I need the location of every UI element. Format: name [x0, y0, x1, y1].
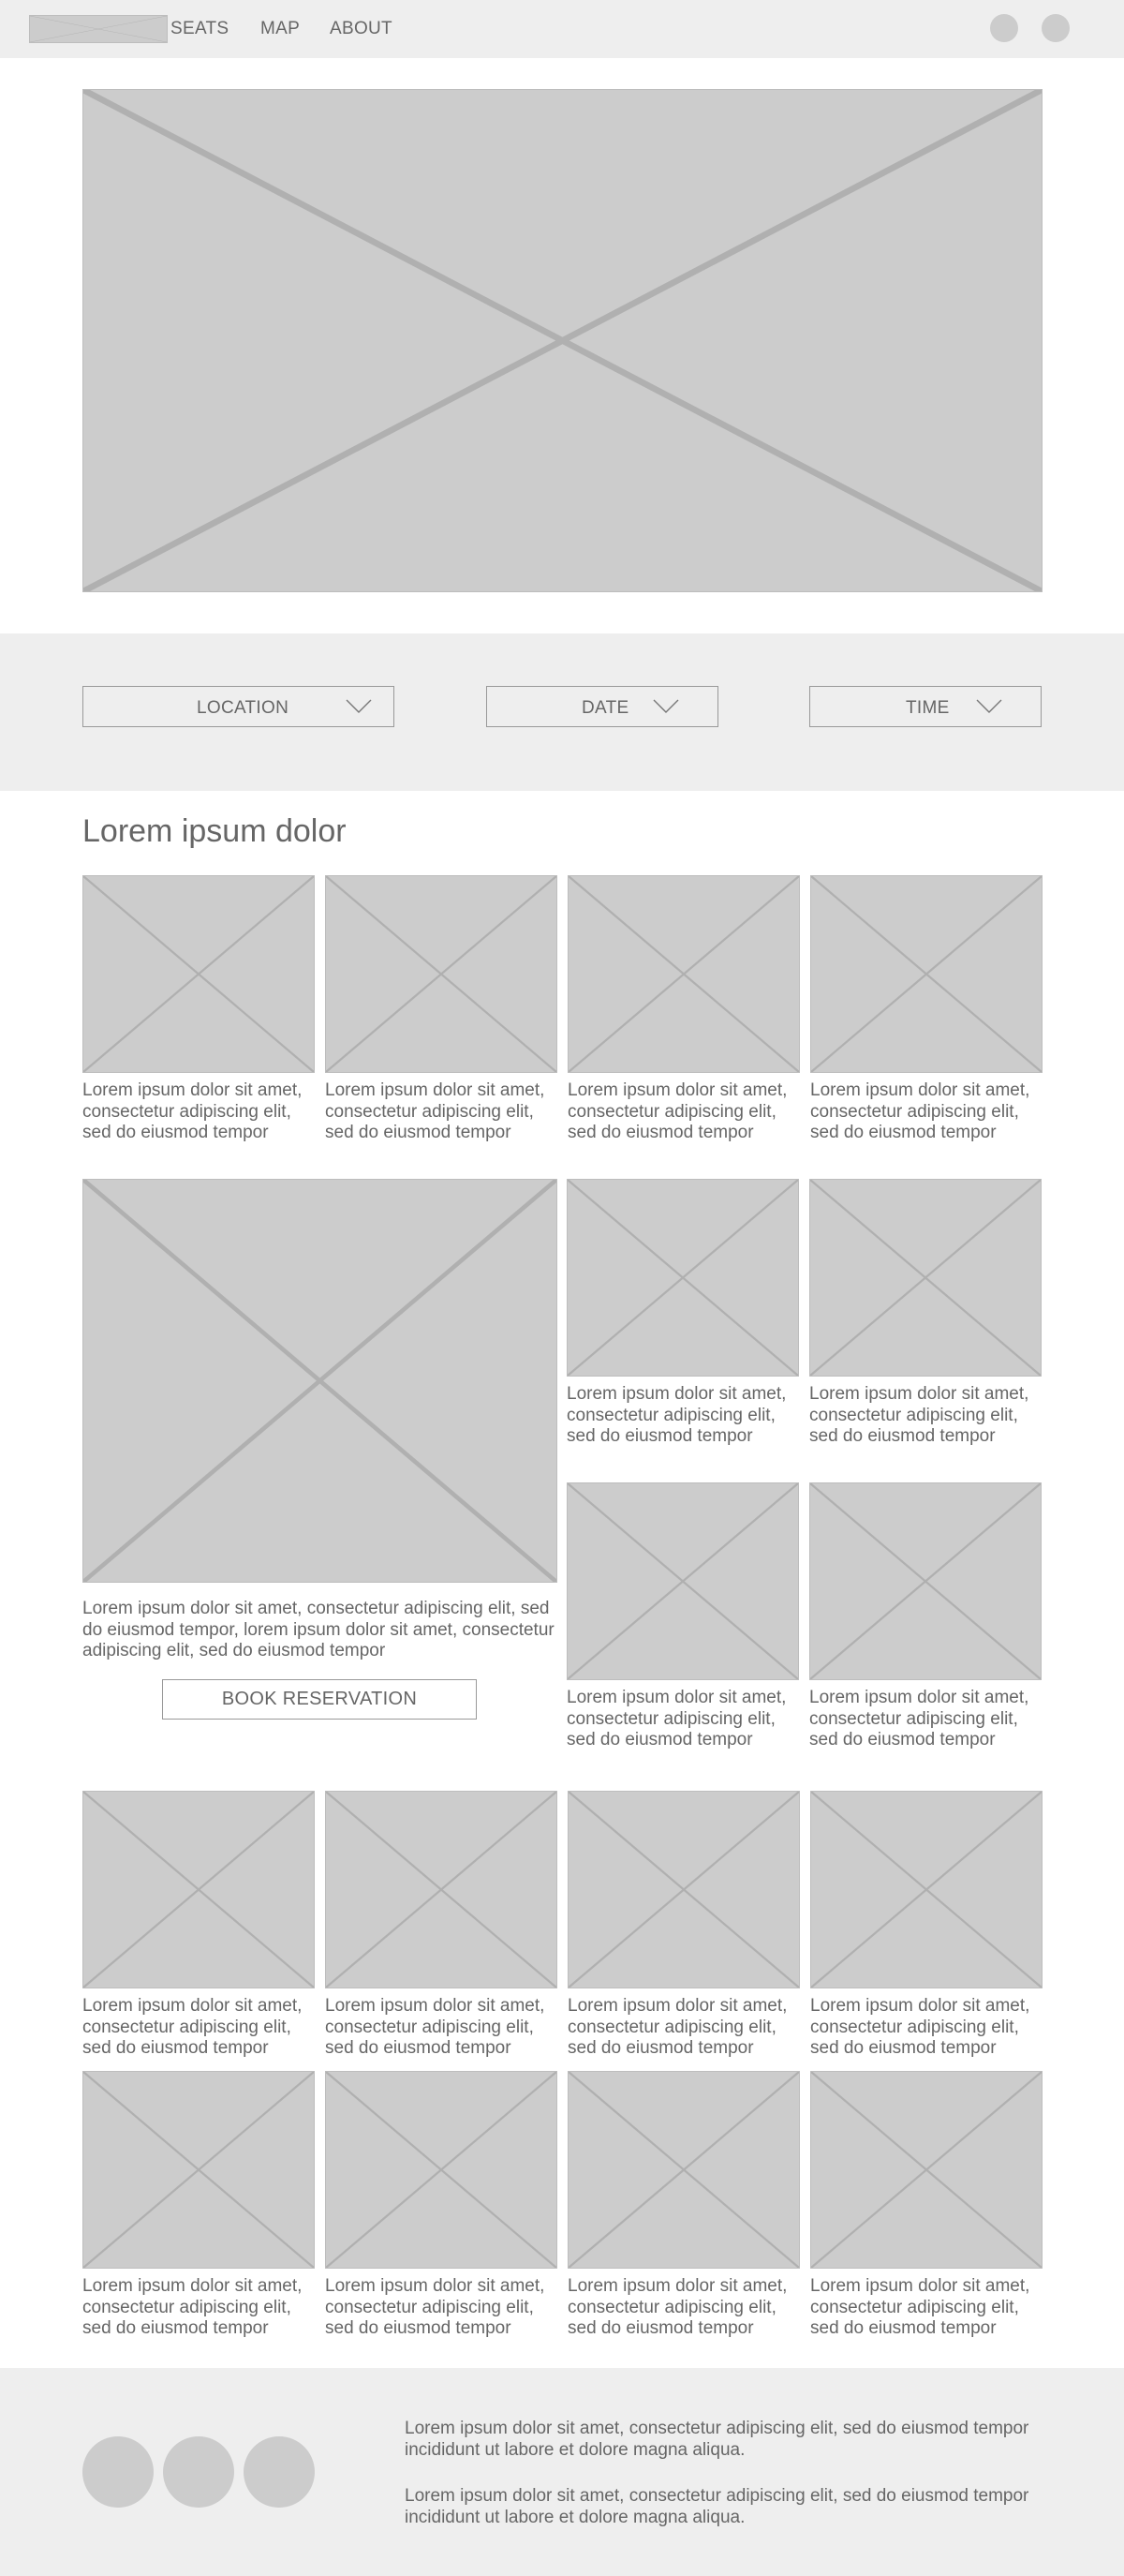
time-dropdown-label: TIME: [906, 698, 950, 718]
card-image-placeholder-icon[interactable]: [325, 1791, 557, 1988]
featured-image-placeholder-icon[interactable]: [82, 1179, 557, 1583]
nav-link-seats[interactable]: SEATS: [170, 19, 229, 38]
date-dropdown[interactable]: [486, 686, 718, 727]
card-image-placeholder-icon[interactable]: [325, 2071, 557, 2269]
logo-placeholder-icon[interactable]: [29, 15, 168, 43]
circle-action-icon[interactable]: [990, 14, 1018, 42]
card-image-placeholder-icon[interactable]: [810, 2071, 1043, 2269]
card-image-placeholder-icon[interactable]: [568, 1791, 800, 1988]
circle-social-icon[interactable]: [82, 2436, 154, 2508]
card-image-placeholder-icon[interactable]: [567, 1179, 799, 1377]
chevron-down-icon: [653, 698, 679, 715]
circle-action-icon[interactable]: [1042, 14, 1070, 42]
card-image-placeholder-icon[interactable]: [810, 875, 1043, 1073]
card-caption: Lorem ipsum dolor sit amet, consectetur adipiscing elit, sed do eiusmod tempor: [82, 2276, 303, 2338]
card-caption: Lorem ipsum dolor sit amet, consectetur adipiscing elit, sed do eiusmod tempor: [809, 1384, 1029, 1446]
nav-link-about[interactable]: ABOUT: [330, 19, 392, 38]
card-image-placeholder-icon[interactable]: [568, 2071, 800, 2269]
card-caption: Lorem ipsum dolor sit amet, consectetur adipiscing elit, sed do eiusmod tempor: [325, 1080, 545, 1142]
time-dropdown[interactable]: [809, 686, 1042, 727]
card-image-placeholder-icon[interactable]: [568, 875, 800, 1073]
filter-bar: [0, 633, 1124, 791]
book-reservation-button[interactable]: BOOK RESERVATION: [162, 1679, 477, 1720]
top-nav-bar: [0, 0, 1124, 58]
card-caption: Lorem ipsum dolor sit amet, consectetur adipiscing elit, sed do eiusmod tempor: [568, 1996, 788, 2058]
card-caption: Lorem ipsum dolor sit amet, consectetur adipiscing elit, sed do eiusmod tempor: [810, 2276, 1030, 2338]
card-caption: Lorem ipsum dolor sit amet, consectetur adipiscing elit, sed do eiusmod tempor: [810, 1996, 1030, 2058]
card-caption: Lorem ipsum dolor sit amet, consectetur adipiscing elit, sed do eiusmod tempor: [567, 1688, 787, 1750]
nav-link-map[interactable]: MAP: [260, 19, 301, 38]
circle-social-icon[interactable]: [244, 2436, 315, 2508]
card-image-placeholder-icon[interactable]: [82, 2071, 315, 2269]
featured-caption: Lorem ipsum dolor sit amet, consectetur adipiscing elit, sed do eiusmod tempor, lorem ipsum dolor sit amet, consectetur adipiscing elit, sed do eiusmod tempor: [82, 1599, 555, 1660]
card-caption: Lorem ipsum dolor sit amet, consectetur adipiscing elit, sed do eiusmod tempor: [568, 2276, 788, 2338]
card-caption: Lorem ipsum dolor sit amet, consectetur adipiscing elit, sed do eiusmod tempor: [82, 1996, 303, 2058]
card-caption: Lorem ipsum dolor sit amet, consectetur adipiscing elit, sed do eiusmod tempor: [810, 1080, 1030, 1142]
date-dropdown-label: DATE: [582, 698, 629, 718]
chevron-down-icon: [346, 698, 372, 715]
card-image-placeholder-icon[interactable]: [567, 1482, 799, 1680]
card-caption: Lorem ipsum dolor sit amet, consectetur adipiscing elit, sed do eiusmod tempor: [567, 1384, 787, 1446]
card-image-placeholder-icon[interactable]: [325, 875, 557, 1073]
location-dropdown[interactable]: [82, 686, 394, 727]
footer: [0, 2368, 1124, 2576]
card-caption: Lorem ipsum dolor sit amet, consectetur adipiscing elit, sed do eiusmod tempor: [568, 1080, 788, 1142]
chevron-down-icon: [976, 698, 1002, 715]
hero-image-placeholder-icon: [82, 89, 1043, 592]
card-caption: Lorem ipsum dolor sit amet, consectetur adipiscing elit, sed do eiusmod tempor: [325, 1996, 545, 2058]
card-image-placeholder-icon[interactable]: [809, 1482, 1042, 1680]
card-caption: Lorem ipsum dolor sit amet, consectetur adipiscing elit, sed do eiusmod tempor: [809, 1688, 1029, 1750]
card-image-placeholder-icon[interactable]: [809, 1179, 1042, 1377]
card-image-placeholder-icon[interactable]: [810, 1791, 1043, 1988]
location-dropdown-label: LOCATION: [197, 698, 289, 718]
circle-social-icon[interactable]: [163, 2436, 234, 2508]
footer-paragraph: Lorem ipsum dolor sit amet, consectetur adipiscing elit, sed do eiusmod tempor incididunt ut labore et dolore magna aliqua.: [405, 2486, 1029, 2527]
section-title: Lorem ipsum dolor: [82, 813, 347, 849]
card-caption: Lorem ipsum dolor sit amet, consectetur adipiscing elit, sed do eiusmod tempor: [82, 1080, 303, 1142]
footer-paragraph: Lorem ipsum dolor sit amet, consectetur adipiscing elit, sed do eiusmod tempor incididunt ut labore et dolore magna aliqua.: [405, 2419, 1029, 2460]
card-caption: Lorem ipsum dolor sit amet, consectetur adipiscing elit, sed do eiusmod tempor: [325, 2276, 545, 2338]
card-image-placeholder-icon[interactable]: [82, 1791, 315, 1988]
card-image-placeholder-icon[interactable]: [82, 875, 315, 1073]
